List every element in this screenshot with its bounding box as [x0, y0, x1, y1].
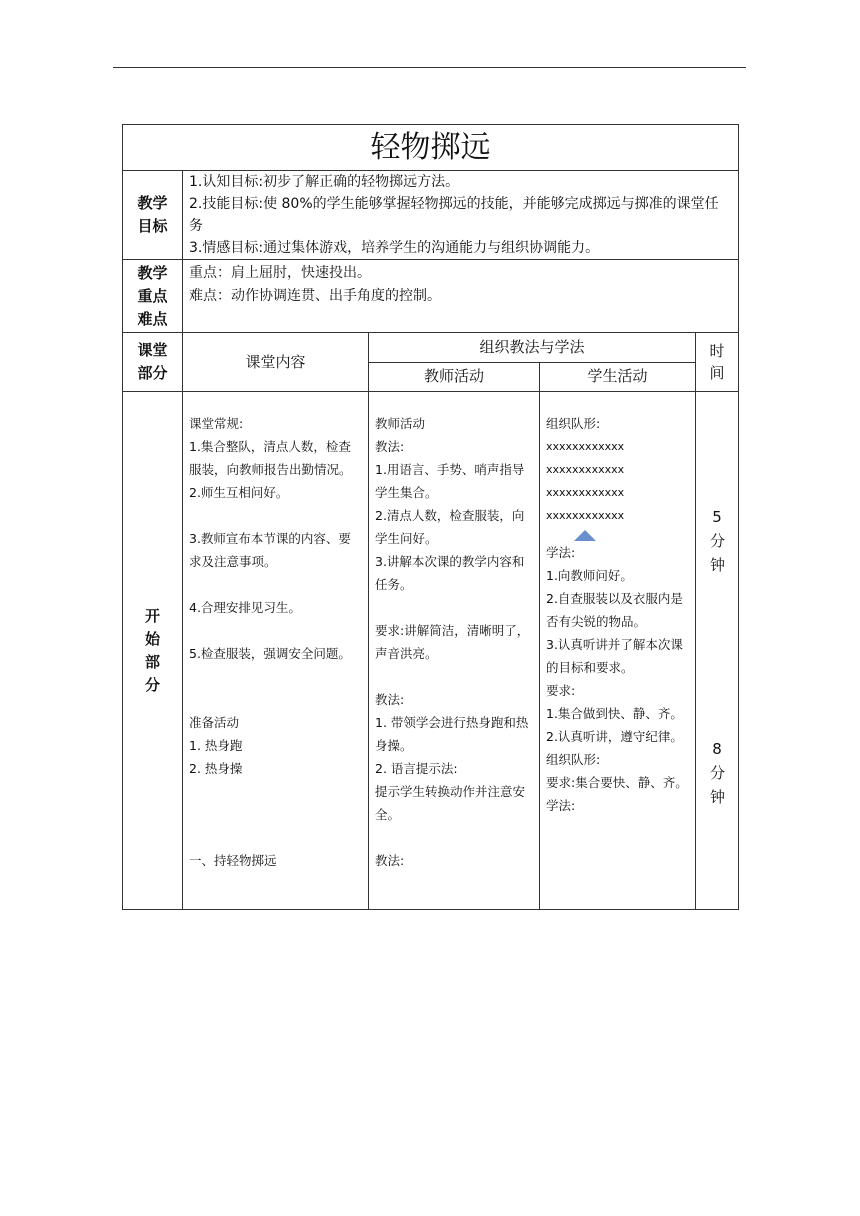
- content-line: 准备活动: [189, 715, 240, 730]
- opening-student: [540, 392, 696, 910]
- teacher-line: 提示学生转换动作并注意安全。: [375, 784, 526, 822]
- student-line: 学法:: [546, 545, 576, 560]
- objective-2: 2.技能目标:使 80%的学生能够掌握轻物掷远的技能，并能够完成掷远与掷准的课堂任务: [189, 196, 719, 234]
- content-line: 4.合理安排见习生。: [189, 600, 301, 615]
- formation-label: 组织队形:: [546, 416, 601, 431]
- objectives-label: 教学 目标: [123, 171, 183, 260]
- student-line: 1.向教师问好。: [546, 568, 633, 583]
- content-line: 3.教师宣布本节课的内容、要求及注意事项。: [189, 531, 351, 569]
- opening-content: [183, 392, 369, 910]
- teacher-line: 教法:: [375, 853, 405, 868]
- formation-row: xxxxxxxxxxxx: [546, 440, 625, 453]
- content-spacer: [189, 665, 362, 711]
- time-value-2: 8分钟: [710, 740, 726, 806]
- page-header-rule: [113, 67, 746, 68]
- teacher-line: 教法:: [375, 692, 405, 707]
- objective-1: 1.认知目标:初步了解正确的轻物掷远方法。: [189, 174, 460, 190]
- content-line: 1.集合整队，清点人数，检查服装，向教师报告出勤情况。: [189, 439, 352, 477]
- difficult-point: 难点：动作协调连贯、出手角度的控制。: [189, 288, 441, 304]
- content-line: 5.检查服装，强调安全问题。: [189, 646, 351, 661]
- opening-row: [123, 392, 739, 910]
- content-spacer: [189, 573, 362, 596]
- methods-header: 组织教法与学法: [369, 333, 696, 363]
- content-line: 2. 热身操: [189, 761, 243, 776]
- student-line: 1.集合做到快、静、齐。: [546, 706, 683, 721]
- teacher-position-triangle-icon: [574, 530, 596, 541]
- formation-row: xxxxxxxxxxxx: [546, 509, 625, 522]
- teacher-activity-header: 教师活动: [369, 362, 540, 392]
- student-activity-header: 学生活动: [540, 362, 696, 392]
- student-line: 要求:: [546, 683, 576, 698]
- key-points-content: [183, 260, 739, 333]
- content-line: 一、持轻物掷远: [189, 853, 277, 868]
- student-line: 要求:集合要快、静、齐。: [546, 775, 688, 790]
- teacher-spacer: [375, 596, 533, 619]
- content-line: 1. 热身跑: [189, 738, 243, 753]
- formation-row: xxxxxxxxxxxx: [546, 463, 625, 476]
- teacher-line: 1.用语言、手势、哨声指导学生集合。: [375, 462, 525, 500]
- formation-row: xxxxxxxxxxxx: [546, 486, 625, 499]
- time-first: [696, 392, 738, 577]
- header-row-1: [123, 333, 739, 363]
- time-second: [696, 577, 738, 809]
- lesson-title: 轻物掷远: [123, 125, 739, 171]
- teacher-line: 教师活动: [375, 416, 426, 431]
- student-line: 2.自查服装以及衣服内是否有尖锐的物品。: [546, 591, 683, 629]
- objectives-content: [183, 171, 739, 260]
- teacher-spacer: [375, 826, 533, 849]
- content-header: 课堂内容: [183, 333, 369, 392]
- teacher-line: 教法:: [375, 439, 405, 454]
- teacher-line: 3.讲解本次课的教学内容和任务。: [375, 554, 525, 592]
- lesson-plan-table: [122, 124, 739, 910]
- content-line: 课堂常规:: [189, 416, 244, 431]
- key-point: 重点：肩上屈肘，快速投出。: [189, 265, 371, 281]
- section-header: 课堂 部分: [123, 333, 183, 392]
- opening-label: 开 始 部 分: [123, 392, 183, 910]
- content-line: 2.师生互相问好。: [189, 485, 289, 500]
- teacher-line: 2. 语言提示法:: [375, 761, 458, 776]
- opening-teacher: [369, 392, 540, 910]
- teacher-spacer: [375, 665, 533, 688]
- student-line: 学法:: [546, 798, 576, 813]
- student-line: 3.认真听讲并了解本次课的目标和要求。: [546, 637, 683, 675]
- student-line: 2.认真听讲，遵守纪律。组织队形:: [546, 729, 683, 767]
- teacher-line: 要求:讲解简洁，清晰明了，声音洪亮。: [375, 623, 530, 661]
- key-points-label: 教学 重点 难点: [123, 260, 183, 333]
- teacher-line: 2.清点人数，检查服装，向学生问好。: [375, 508, 525, 546]
- time-header: 时 间: [696, 333, 739, 392]
- objectives-row: [123, 171, 739, 260]
- content-spacer: [189, 619, 362, 642]
- key-points-row: [123, 260, 739, 333]
- time-value-1: 5分钟: [710, 508, 726, 574]
- teacher-line: 1. 带领学会进行热身跑和热身操。: [375, 715, 529, 753]
- opening-time: [696, 392, 739, 910]
- title-row: [123, 125, 739, 171]
- content-spacer: [189, 780, 362, 849]
- objective-3: 3.情感目标:通过集体游戏，培养学生的沟通能力与组织协调能力。: [189, 240, 600, 256]
- content-spacer: [189, 504, 362, 527]
